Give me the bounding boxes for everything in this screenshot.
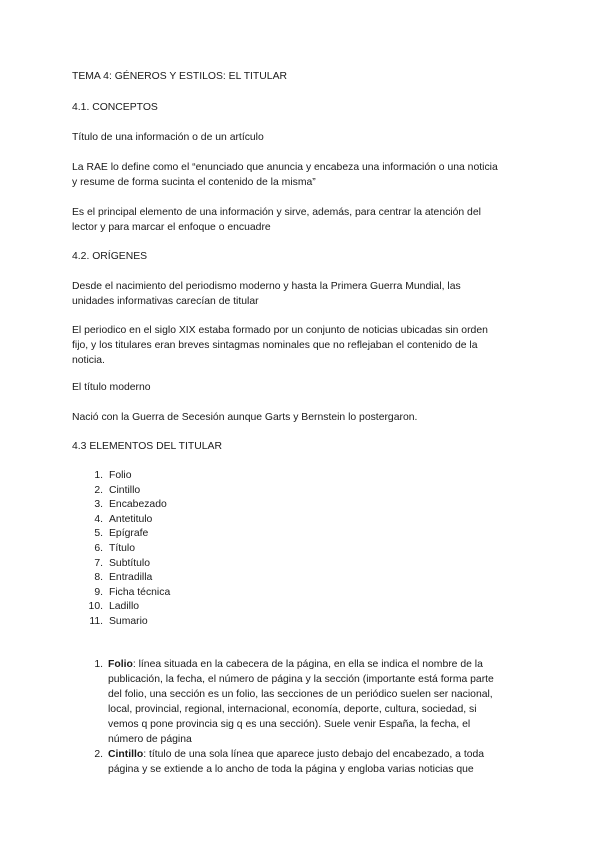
text-line: número de página (108, 734, 192, 745)
text-line: fijo, y los titulares eran breves sintagmas nominales que no reflejaban el contenido de la (72, 340, 478, 351)
list-label: Folio (109, 470, 132, 481)
detail-first-line (108, 657, 494, 672)
detail-first-text: : título de una sola línea que aparece justo debajo del encabezado, a toda (143, 749, 485, 760)
text-line: Desde el nacimiento del periodismo moderno y hasta la Primera Guerra Mundial, las (72, 281, 461, 292)
detail-first-line (108, 747, 494, 762)
list-number: 6. (94, 542, 103, 554)
paragraph-rae (72, 160, 542, 190)
detail-term: Folio (108, 659, 133, 670)
list-item (72, 541, 170, 556)
text-line: página y se extiende a lo ancho de toda la página y engloba varias noticias que (108, 764, 474, 775)
paragraph-nacimiento (72, 279, 542, 309)
list-number: 11. (89, 615, 103, 627)
list-item (72, 614, 170, 629)
list-item (72, 468, 170, 483)
text-line: noticia. (72, 355, 105, 366)
list-item (72, 570, 170, 585)
list-label: Sumario (109, 615, 148, 627)
list-number: 4. (94, 513, 103, 525)
text-line: Es el principal elemento de una información y sirve, además, para centrar la atención del (72, 207, 481, 218)
list-label: Título (109, 542, 135, 554)
paragraph-titulo-moderno: El título moderno (72, 382, 151, 393)
list-label: Ladillo (109, 601, 140, 613)
detail-item-folio (72, 657, 494, 747)
text-line: unidades informativas carecían de titular (72, 296, 259, 307)
text-line: El periodico en el siglo XIX estaba formado por un conjunto de noticias ubicadas sin orden (72, 325, 488, 336)
text-line: vemos q pone provincia sig q es una sección). Suele venir España, la fecha, el (108, 719, 471, 730)
section-heading-origenes: 4.2. ORÍGENES (72, 251, 148, 262)
list-number: 10. (88, 601, 103, 613)
list-number: 7. (94, 557, 103, 569)
list-label: Ficha técnica (109, 586, 171, 598)
list-item (72, 497, 170, 512)
list-number: 2. (94, 749, 103, 760)
detail-first-text: : línea situada en la cabecera de la página, en ella se indica el nombre de la (132, 659, 483, 670)
elements-detail-list (72, 657, 494, 777)
detail-term: Cintillo (108, 749, 144, 760)
detail-item-cintillo (72, 747, 494, 777)
list-label: Entradilla (109, 572, 153, 584)
text-line: lector y para marcar el enfoque o encuadre (72, 222, 271, 233)
list-item (72, 483, 170, 498)
list-item (72, 526, 170, 541)
list-number: 1. (94, 659, 103, 670)
text-line: La RAE lo define como el “enunciado que anuncia y encabeza una información o una noticia (72, 162, 498, 173)
list-label: Encabezado (109, 499, 167, 511)
elements-list (72, 468, 170, 629)
paragraph-principal-elemento (72, 205, 542, 235)
paragraph-definicion: Título de una información o de un artículo (72, 132, 264, 143)
text-line: local, provincial, regional, internacional, economía, deporte, cultura, sociedad, si (108, 704, 477, 715)
section-heading-elementos: 4.3 ELEMENTOS DEL TITULAR (72, 441, 222, 452)
list-label: Epígrafe (109, 528, 149, 540)
list-label: Cintillo (109, 484, 141, 496)
list-number: 1. (94, 470, 103, 481)
section-heading-conceptos: 4.1. CONCEPTOS (72, 102, 158, 113)
list-item (72, 556, 170, 571)
list-number: 2. (94, 484, 103, 496)
text-line: publicación, la fecha, el número de página y la sección (importante está forma parte (108, 674, 494, 685)
list-item (72, 512, 170, 527)
paragraph-siglo-xix (72, 323, 542, 368)
list-item (72, 599, 170, 614)
list-number: 9. (94, 586, 103, 598)
list-label: Antetitulo (109, 513, 153, 525)
list-number: 8. (94, 572, 103, 584)
list-number: 3. (94, 499, 103, 511)
text-line: y resume de forma sucinta el contenido de la misma” (72, 177, 316, 188)
list-item (72, 585, 170, 600)
list-label: Subtítulo (109, 557, 151, 569)
text-line: del folio, una sección es un folio, las secciones de un periódico suelen ser nacional, (108, 689, 493, 700)
list-number: 5. (94, 528, 103, 540)
paragraph-secesion: Nació con la Guerra de Secesión aunque Garts y Bernstein lo postergaron. (72, 412, 418, 423)
page-title: TEMA 4: GÉNEROS Y ESTILOS: EL TITULAR (72, 71, 288, 82)
